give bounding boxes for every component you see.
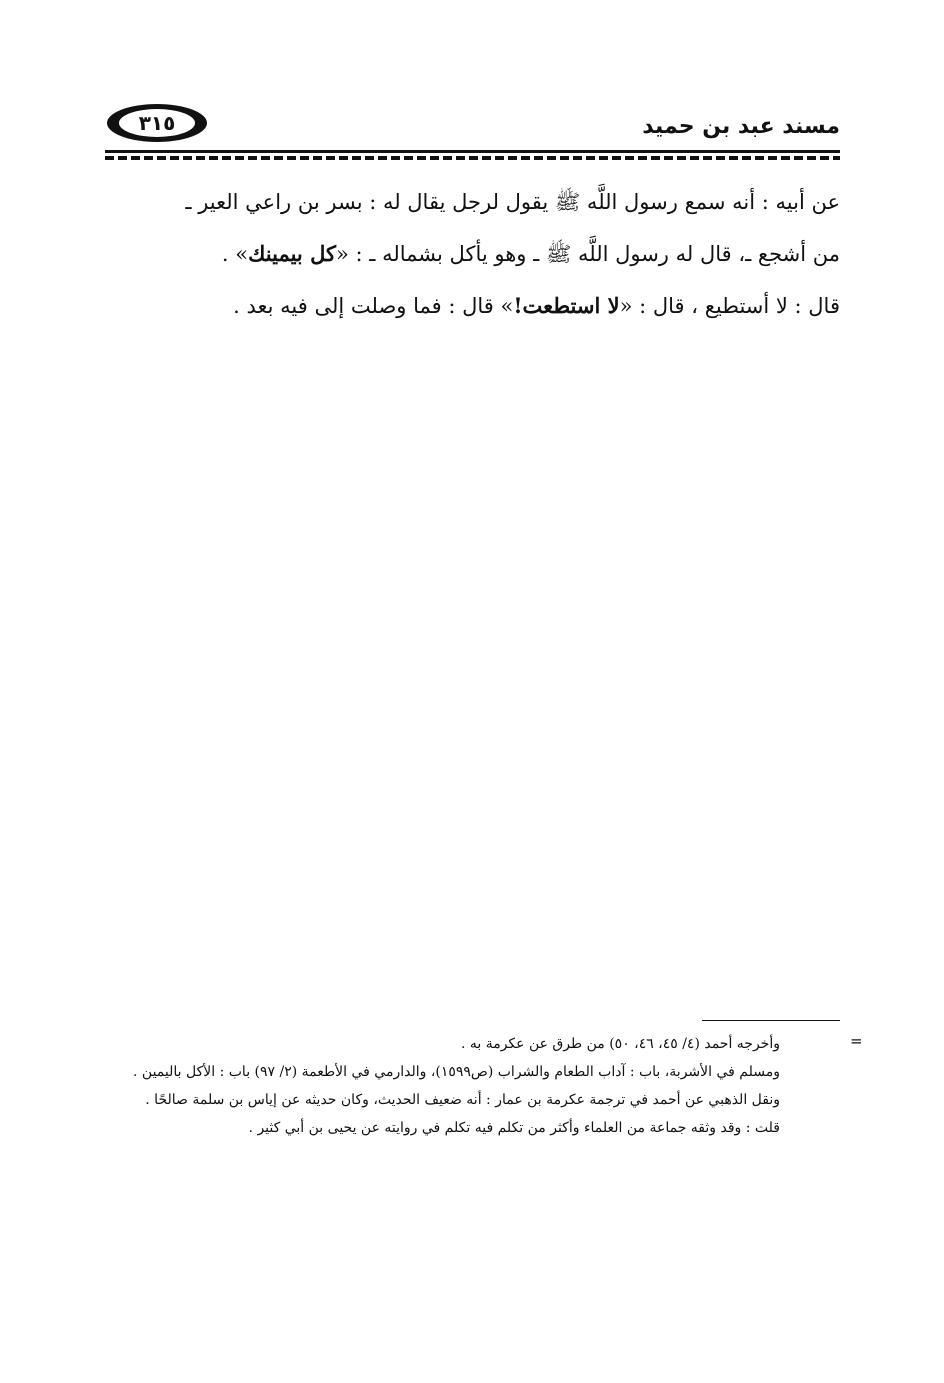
footnote-item: ونقل الذهبي عن أحمد في ترجمة عكرمة بن عمار : أنه ضعيف الحديث، وكان حديثه عن إياس بن سلمة صالحًا . (145, 1092, 780, 1108)
footnote-separator (702, 1020, 840, 1021)
header-rule-dashed (105, 156, 840, 160)
book-title: مسند عبد بن حميد (642, 114, 840, 139)
body-line-2 (100, 228, 840, 280)
body-line-2-text-b: » . (221, 242, 249, 266)
body-line-3-text-a: قال : لا أستطيع ، قال : « (619, 294, 840, 318)
body-line-2-text-a: من أشجع ـ، قال له رسول اللَّه ﷺ ـ وهو يأكل بشماله ـ : « (336, 242, 840, 266)
main-text (100, 176, 840, 332)
hadith-quote-1: كل بيمينك (248, 241, 336, 266)
body-line-1 (100, 176, 840, 228)
body-line-3-text-b: » قال : فما وصلت إلى فيه بعد . (233, 294, 514, 318)
hadith-quote-2: لا استطعت! (513, 293, 620, 318)
page-header (105, 100, 840, 148)
page-number-badge (107, 104, 207, 142)
footnote-item: ومسلم في الأشربة، باب : آداب الطعام والشراب (ص١٥٩٩)، والدارمي في الأطعمة (٢/ ٩٧) باب : الأكل باليمين . (133, 1064, 780, 1080)
body-line-1-text: عن أبيه : أنه سمع رسول اللَّه ﷺ يقول لرجل يقال له : بسر بن راعي العير ـ (185, 190, 840, 214)
footnote-continuation-mark: = (850, 1032, 863, 1050)
header-rule (105, 150, 840, 162)
body-line-3 (100, 280, 840, 332)
footnote-item: قلت : وقد وثقه جماعة من العلماء وأكثر من تكلم فيه تكلم في روايته عن يحيى بن أبي كثير . (248, 1120, 780, 1136)
footnotes (105, 1030, 780, 1142)
page-number: ٣١٥ (119, 109, 195, 137)
header-rule-solid (105, 150, 840, 153)
footnote-item: وأخرجه أحمد (٤/ ٤٥، ٤٦، ٥٠) من طرق عن عكرمة به . (460, 1036, 780, 1052)
